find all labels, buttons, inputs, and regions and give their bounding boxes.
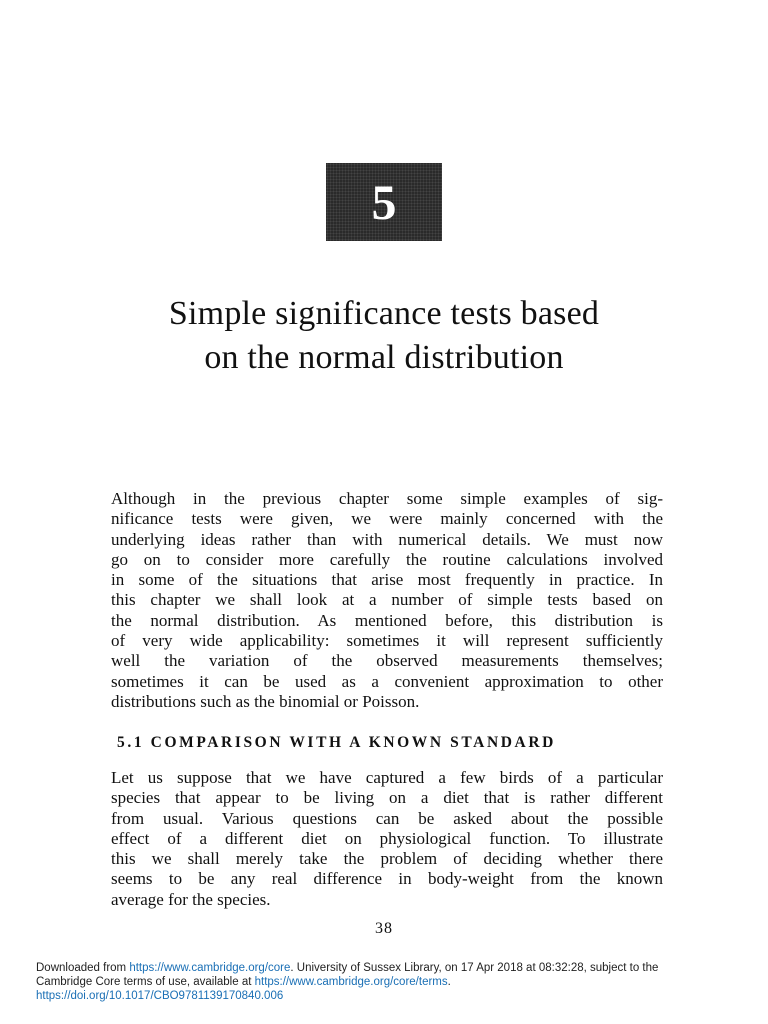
- doi-link[interactable]: https://doi.org/10.1017/CBO9781139170840.006: [36, 990, 284, 1002]
- paragraph-line: seems to be any real difference in body-weight from the known: [111, 869, 663, 889]
- paragraph-line: effect of a different diet on physiological function. To illustrate: [111, 828, 663, 848]
- paragraph-line: nificance tests were given, we were mainly concerned with the: [111, 509, 663, 529]
- footer-text: . University of Sussex Library, on 17 Apr 2018 at 08:32:28, subject to the: [290, 962, 659, 974]
- paragraph-line: Although in the previous chapter some simple examples of sig-: [111, 489, 663, 508]
- footer-text: .: [447, 976, 451, 988]
- paragraph-line: this chapter we shall look at a number of simple tests based on: [111, 590, 663, 610]
- footer-line-1: [36, 961, 736, 975]
- chapter-title-line: on the normal distribution: [204, 339, 564, 376]
- footer-line-2: [36, 975, 736, 989]
- section-heading: 5.1 COMPARISON WITH A KNOWN STANDARD: [117, 734, 556, 751]
- paragraph-line: Let us suppose that we have captured a few birds of a particular: [111, 768, 663, 787]
- footer-line-3: [36, 989, 736, 1003]
- download-footer: [36, 961, 736, 1003]
- footer-text: Cambridge Core terms of use, available at: [36, 976, 255, 988]
- paragraph-line: average for the species.: [111, 889, 271, 909]
- paragraph-line: well the variation of the observed measurements themselves;: [111, 651, 663, 671]
- paragraph-line: this we shall merely take the problem of deciding whether there: [111, 849, 663, 869]
- paragraph-line: of very wide applicability: sometimes it will represent sufficiently: [111, 631, 663, 651]
- core-link[interactable]: https://www.cambridge.org/core: [129, 962, 291, 974]
- chapter-number: 5: [371, 174, 397, 230]
- page-number: 38: [375, 920, 393, 937]
- paragraph-line: underlying ideas rather than with numerical details. We must now: [111, 529, 663, 549]
- section-paragraph: [111, 768, 663, 910]
- chapter-title-line: Simple significance tests based: [168, 295, 600, 332]
- terms-link[interactable]: https://www.cambridge.org/core/terms: [254, 976, 448, 988]
- paragraph-line: sometimes it can be used as a convenient approximation to other: [111, 671, 663, 691]
- footer-text: Downloaded from: [36, 962, 130, 974]
- intro-paragraph: [111, 489, 663, 712]
- paragraph-line: go on to consider more carefully the routine calculations involved: [111, 549, 663, 569]
- chapter-number-box: [326, 163, 442, 241]
- paragraph-line: distributions such as the binomial or Poisson.: [111, 691, 420, 711]
- paragraph-line: the normal distribution. As mentioned before, this distribution is: [111, 610, 663, 630]
- paragraph-line: species that appear to be living on a diet that is rather different: [111, 788, 663, 808]
- paragraph-line: from usual. Various questions can be asked about the possible: [111, 808, 663, 828]
- paragraph-line: in some of the situations that arise most frequently in practice. In: [111, 570, 663, 590]
- chapter-title: [40, 292, 728, 380]
